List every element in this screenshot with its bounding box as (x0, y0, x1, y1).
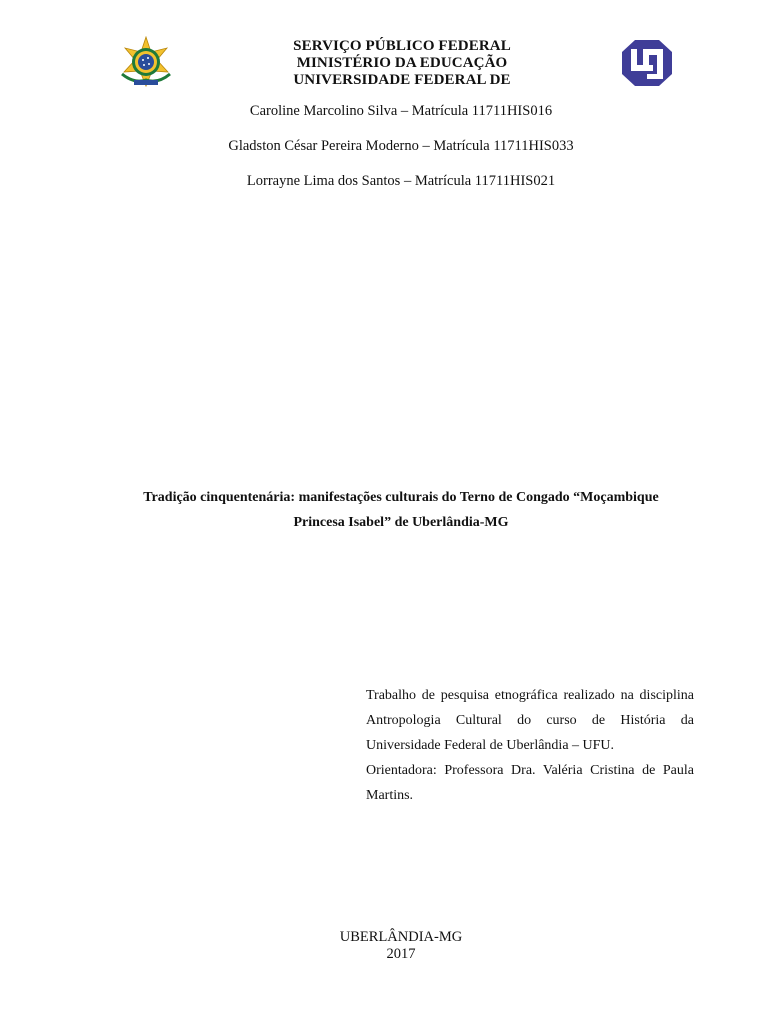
ufu-logo-icon (620, 38, 674, 88)
brazil-coat-of-arms-icon (118, 36, 174, 88)
title-line-1: Tradição cinquentenária: manifestações culturais do Terno de Congado “Moçambique (143, 490, 659, 505)
header-line-service: SERVIÇO PÚBLICO FEDERAL (293, 38, 511, 54)
author-line: Caroline Marcolino Silva – Matrícula 11711HIS016 (249, 103, 553, 119)
work-description (366, 683, 694, 808)
author-line: Gladston César Pereira Moderno – Matrícula 11711HIS033 (228, 138, 574, 154)
description-text: Trabalho de pesquisa etnográfica realizado na disciplina Antropologia Cultural do curso de História da Universidade Federal de Uberlândia – UFU. (366, 688, 694, 753)
header-line-ministry: MINISTÉRIO DA EDUCAÇÃO (296, 55, 508, 71)
advisor-text: Orientadora: Professora Dra. Valéria Cristina de Paula Martins. (366, 763, 694, 803)
footer-year: 2017 (386, 946, 416, 962)
document-footer (100, 929, 702, 963)
footer-city: UBERLÂNDIA-MG (339, 929, 463, 945)
author-line: Lorrayne Lima dos Santos – Matrícula 11711HIS021 (246, 173, 556, 189)
document-title (100, 485, 702, 535)
institution-header (190, 38, 614, 89)
header-line-university: UNIVERSIDADE FEDERAL DE (293, 72, 511, 88)
authors-list (100, 101, 702, 206)
title-line-2: Princesa Isabel” de Uberlândia-MG (293, 515, 509, 530)
